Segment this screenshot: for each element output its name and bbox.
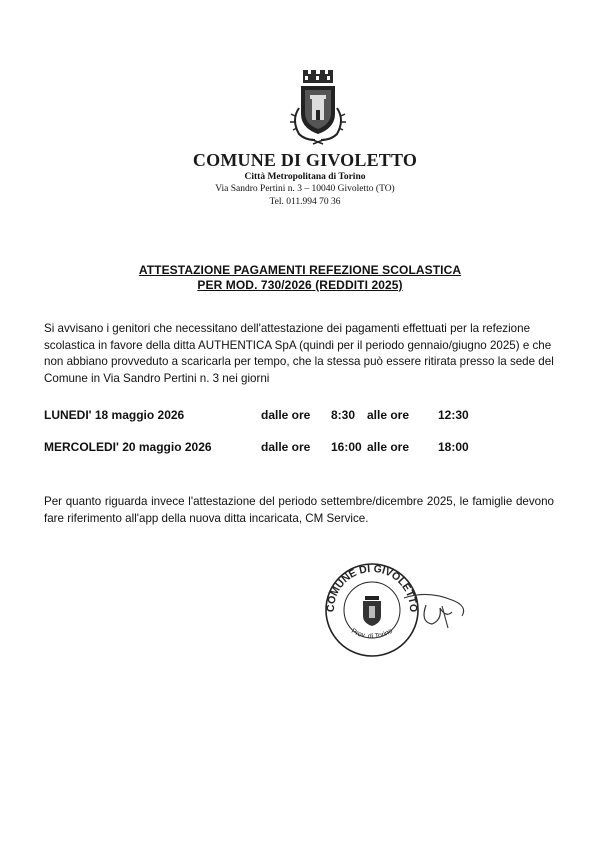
stamp-province: Prov. di Torino — [349, 627, 395, 641]
schedule-from-time: 8:30 — [331, 408, 356, 422]
metro-city: Città Metropolitana di Torino — [244, 172, 366, 182]
coat-of-arms-icon — [285, 70, 351, 146]
schedule-from-label: dalle ore — [261, 408, 311, 422]
address: Via Sandro Pertini n. 3 – 10040 Givoletto (TO) — [215, 184, 395, 194]
notice-title-line1: ATTESTAZIONE PAGAMENTI REFEZIONE SCOLASTICA — [138, 263, 462, 277]
official-stamp-icon — [322, 560, 472, 660]
schedule-to-time: 12:30 — [438, 408, 469, 422]
schedule-to-label: alle ore — [367, 440, 410, 454]
schedule-to-time: 18:00 — [438, 440, 469, 454]
schedule-day: LUNEDI' 18 maggio 2026 — [44, 408, 185, 422]
phone: Tel. 011.994 70 36 — [269, 197, 341, 207]
note-paragraph: Per quanto riguarda invece l'attestazione del periodo settembre/dicembre 2025, le famiglie devono fare riferimento all'app della nuova ditta incaricata, CM Service. — [44, 495, 554, 525]
intro-paragraph: Si avvisano i genitori che necessitano dell'attestazione dei pagamenti effettuati per la refezione scolastica in favore della ditta AUTHENTICA SpA (quindi per il periodo gennaio/giugno 2025) e che non abbiano provveduto a scaricarla per tempo, che la stessa può essere ritirata presso la sede del Comune in Via Sandro Pertini n. 3 nei giorni — [44, 322, 554, 385]
municipality-name: COMUNE DI GIVOLETTO — [192, 150, 418, 170]
notice-title-line2: PER MOD. 730/2026 (REDDITI 2025) — [197, 278, 403, 292]
stamp-text: COMUNE DI GIVOLETTO — [324, 562, 420, 613]
schedule-day: MERCOLEDI' 20 maggio 2026 — [44, 440, 212, 454]
schedule-from-time: 16:00 — [331, 440, 362, 454]
schedule-to-label: alle ore — [367, 408, 410, 422]
schedule-from-label: dalle ore — [261, 440, 311, 454]
